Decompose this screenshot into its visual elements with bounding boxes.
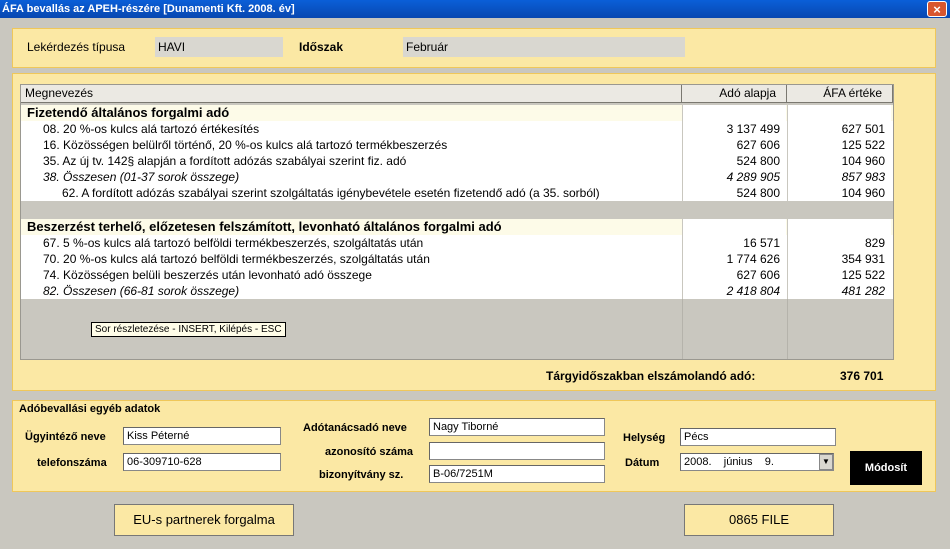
bizonyitvany-input[interactable]: B-06/7251M xyxy=(429,465,605,483)
query-type-field: HAVI xyxy=(155,37,283,57)
table-header xyxy=(21,85,893,103)
adotanacsado-label: Adótanácsadó neve xyxy=(303,422,407,434)
window-title: ÁFA bevallás az APEH-részére [Dunamenti Kft. 2008. év] xyxy=(2,3,295,15)
period-label: Időszak xyxy=(299,40,344,54)
main-window xyxy=(0,18,950,549)
total-label: Tárgyidőszakban elszámolandó adó: xyxy=(546,369,756,383)
table-row[interactable]: 74. Közösségen belüli beszerzés után levonható adó összege 627 606 125 522 xyxy=(21,267,893,283)
title-bar xyxy=(0,0,950,18)
datum-label: Dátum xyxy=(625,457,660,469)
close-button[interactable] xyxy=(927,1,947,17)
table-row[interactable]: 70. 20 %-os kulcs alá tartozó belföldi termékbeszerzés, szolgáltatás után 1 774 626 354 931 xyxy=(21,251,893,267)
table-row[interactable]: 35. Az új tv. 142§ alapján a fordított adózás szabályai szerint fiz. adó 524 800 104 960 xyxy=(21,153,893,169)
azonosito-input[interactable] xyxy=(429,442,605,460)
query-type-label: Lekérdezés típusa xyxy=(27,40,126,54)
modosit-button[interactable]: Módosít xyxy=(850,451,922,485)
table-row-subtotal[interactable]: 82. Összesen (66-81 sorok összege) 2 418 804 481 282 xyxy=(21,283,893,299)
eu-partners-button[interactable]: EU-s partnerek forgalma xyxy=(114,504,294,536)
other-data-panel xyxy=(12,400,936,492)
ugyintezo-label: Ügyintéző neve xyxy=(25,431,106,443)
bizonyitvany-label: bizonyítvány sz. xyxy=(319,469,404,481)
chevron-down-icon: ▼ xyxy=(822,457,830,466)
table-row[interactable]: 08. 20 %-os kulcs alá tartozó értékesítés 3 137 499 627 501 xyxy=(21,121,893,137)
table-row-section[interactable]: Fizetendő általános forgalmi adó xyxy=(21,105,893,121)
adotanacsado-input[interactable]: Nagy Tiborné xyxy=(429,418,605,436)
table-row[interactable]: 62. A fordított adózás szabályai szerint szolgáltatás igénybevétele esetén fizetendő adó (a 35. sorból) 524 800 104 960 xyxy=(21,185,893,201)
telefon-input[interactable]: 06-309710-628 xyxy=(123,453,281,471)
total-value: 376 701 xyxy=(840,369,884,383)
ugyintezo-input[interactable]: Kiss Péterné xyxy=(123,427,281,445)
azonosito-label: azonosító száma xyxy=(325,446,414,458)
telefon-label: telefonszáma xyxy=(37,457,107,469)
file-button[interactable]: 0865 FILE xyxy=(684,504,834,536)
table-row[interactable]: 67. 5 %-os kulcs alá tartozó belföldi termékbeszerzés, szolgáltatás után 16 571 829 xyxy=(21,235,893,251)
period-field: Február xyxy=(403,37,685,57)
query-panel xyxy=(12,28,936,68)
datum-value: 2008. június 9. xyxy=(684,456,774,468)
close-icon: × xyxy=(933,2,941,17)
hint-tooltip: Sor részletezése - INSERT, Kilépés - ESC xyxy=(91,322,286,337)
header-tax-base[interactable]: Adó alapja xyxy=(682,85,787,102)
datum-dropdown-button[interactable] xyxy=(819,454,833,470)
table-row[interactable]: 16. Közösségen belülről történő, 20 %-os kulcs alá tartozó termékbeszerzés 627 606 125 522 xyxy=(21,137,893,153)
other-data-title: Adóbevallási egyéb adatok xyxy=(19,403,161,415)
datum-select[interactable] xyxy=(680,453,834,471)
header-vat-value[interactable]: ÁFA értéke xyxy=(787,85,893,102)
helyseg-input[interactable]: Pécs xyxy=(680,428,836,446)
helyseg-label: Helység xyxy=(623,432,666,444)
table-row-section[interactable]: Beszerzést terhelő, előzetesen felszámított, levonható általános forgalmi adó xyxy=(21,219,893,235)
vat-table[interactable] xyxy=(20,84,894,360)
table-row-subtotal[interactable]: 38. Összesen (01-37 sorok összege) 4 289 905 857 983 xyxy=(21,169,893,185)
header-name[interactable]: Megnevezés xyxy=(21,85,682,102)
